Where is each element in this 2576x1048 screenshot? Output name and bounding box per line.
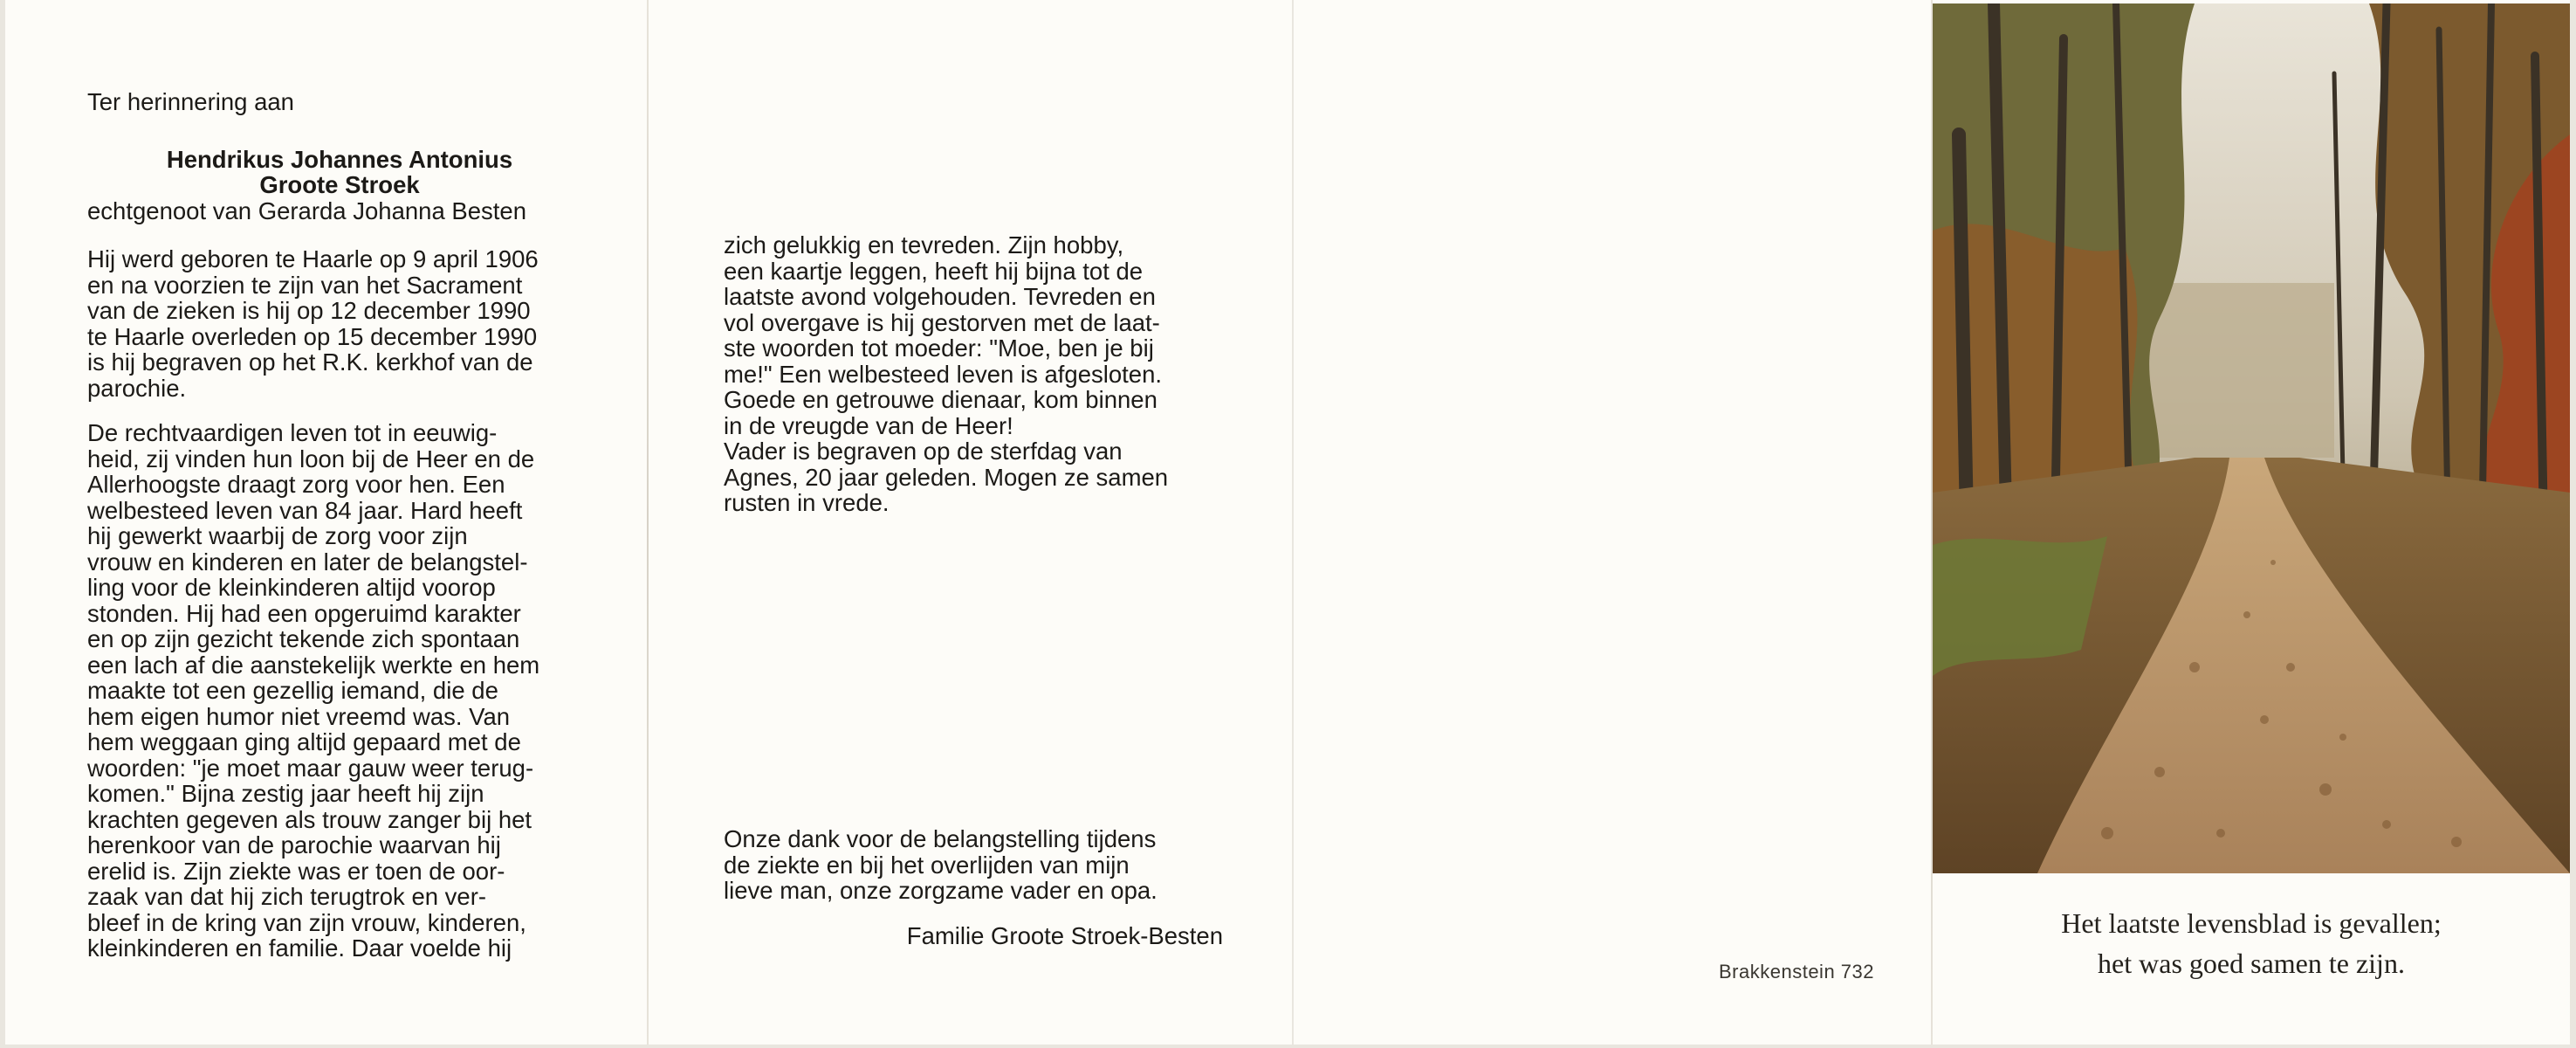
continuation-paragraph: zich gelukkig en tevreden. Zijn hobby, een kaartje leggen, heeft hij bijna tot de laatste avond volgehouden. Tevreden en vol overgave is hij gestorven met de laat- ste woorden tot moeder: "Moe, ben je bij me!" Een welbesteed leven is afgesloten. Goede en getrouwe dienaar, kom binnen in de vreugde van de Heer! Vader is begraven op de sterfdag van Agnes, 20 jaar geleden. Mogen ze samen rusten in vrede.: [724, 231, 1169, 516]
birth-death-paragraph: Hij werd geboren te Haarle op 9 april 1906 en na voorzien te zijn van het Sacrament van de zieken is hij op 12 december 1990 te Haarle overleden op 15 december 1990 is hij begraven op het R.K. kerkhof van de parochie.: [87, 245, 539, 402]
life-paragraph: De rechtvaardigen leven tot in eeuwig- heid, zij vinden hun loon bij de Heer en de Allerhoogste draagt zorg voor hen. Een welbesteed leven van 84 jaar. Hard heeft hij gewerkt waarbij de zorg voor zijn vrouw en kinderen en later de belangstel- ling voor de kleinkinderen altijd voorop stonden. Hij had een opgeruimd karakter en op zijn gezicht tekende zich spontaan een lach af die aanstekelijk werkte en hem maakte tot een gezellig iemand, die de hem eigen humor niet vreemd was. Van hem weggaan ging altijd gepaard met de woorden: "je moet maar gauw weer terug- komen." Bijna zestig jaar heeft hij zijn krachten gegeven als trouw zanger bij het herenkoor van de parochie waarvan hij erelid is. Zijn ziekte was er toen de oor- zaak van dat hij zich terugtrok en ver- bleef in de kring van zijn vrouw, kinderen, kleinkinderen en familie. Daar voelde hij: [87, 419, 540, 962]
panel-front: [1933, 0, 2570, 1045]
panel-obituary: [5, 0, 647, 1045]
panel-continuation: [649, 0, 1292, 1045]
quote-line-2: het was goed samen te zijn.: [2098, 948, 2405, 979]
name-line-1: Hendrikus Johannes Antonius: [166, 145, 513, 173]
quote-line-1: Het laatste levensblad is gevallen;: [2061, 907, 2442, 939]
name-line-2: Groote Stroek: [259, 171, 420, 198]
card-inside-spread: [5, 0, 1292, 1045]
thanks-paragraph: Onze dank voor de belangstelling tijdens de ziekte en bij het overlijden van mijn lieve man, onze zorgzame vader en opa.: [724, 825, 1157, 904]
panel-back: [1294, 0, 1931, 1045]
intro-text: Ter herinnering aan: [87, 88, 294, 115]
card-outside-spread: [1294, 0, 2570, 1045]
spouse-line: echtgenoot van Gerarda Johanna Besten: [87, 196, 527, 224]
publisher-code: Brakkenstein 732: [1719, 961, 1874, 982]
memorial-quote: [1933, 903, 2570, 983]
family-signature: Familie Groote Stroek-Besten: [906, 921, 1223, 949]
autumn-forest-path-photo: [1933, 3, 2570, 873]
deceased-name: [87, 147, 592, 198]
